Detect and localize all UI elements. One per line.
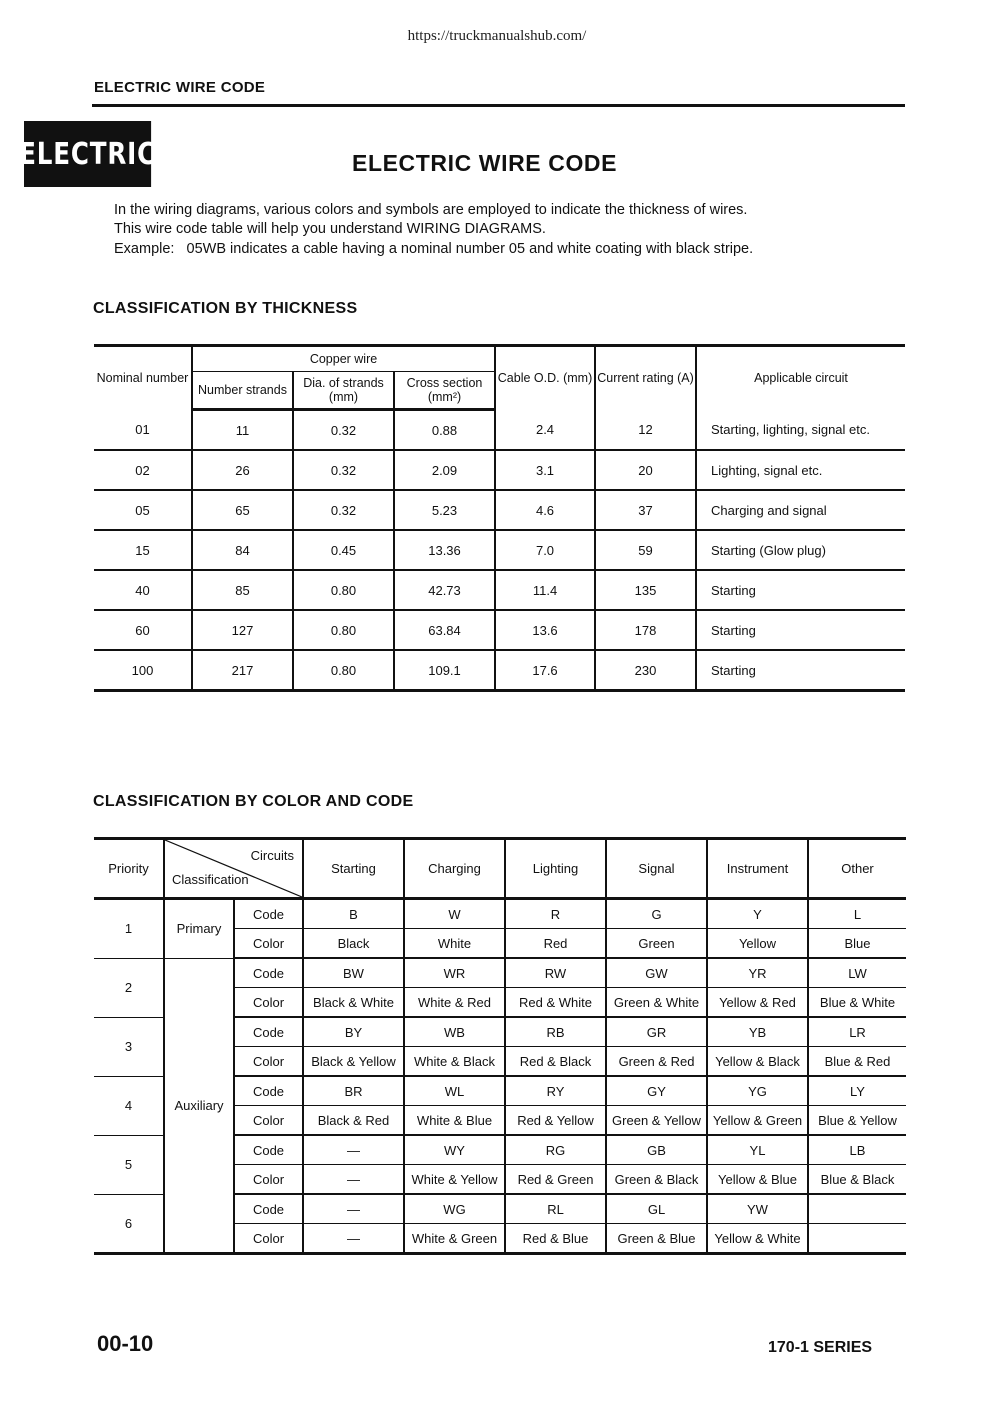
color-signal: Green & White <box>606 988 707 1018</box>
color-starting: — <box>303 1224 404 1254</box>
code-charging: W <box>404 899 505 929</box>
table-row <box>94 570 905 610</box>
color-label: Color <box>234 929 303 959</box>
code-label: Code <box>234 1194 303 1224</box>
cell-strands: 85 <box>192 570 293 610</box>
electric-badge: ELECTRIC <box>24 121 151 187</box>
intro-line-1: In the wiring diagrams, various colors and symbols are employed to indicate the thickness of wires. <box>114 202 748 218</box>
cell-strands: 217 <box>192 650 293 691</box>
color-instrument: Yellow & Green <box>707 1106 808 1136</box>
cell-circuit: Starting <box>696 570 905 610</box>
color-instrument: Yellow & Black <box>707 1047 808 1077</box>
code-label: Code <box>234 899 303 929</box>
cell-strands: 84 <box>192 530 293 570</box>
code-other: LW <box>808 958 906 988</box>
code-other: LB <box>808 1135 906 1165</box>
priority-cell: 1 <box>94 899 164 959</box>
color-charging: White & Yellow <box>404 1165 505 1195</box>
cell-dia: 0.45 <box>293 530 394 570</box>
cell-current: 230 <box>595 650 696 691</box>
code-signal: G <box>606 899 707 929</box>
section-header: ELECTRIC WIRE CODE <box>94 79 266 96</box>
cell-current: 20 <box>595 450 696 490</box>
code-label: Code <box>234 1135 303 1165</box>
color-lighting: Red & Blue <box>505 1224 606 1254</box>
header-charging: Charging <box>404 839 505 899</box>
cell-od: 3.1 <box>495 450 595 490</box>
table-row <box>94 530 905 570</box>
color-starting: Black <box>303 929 404 959</box>
cell-od: 13.6 <box>495 610 595 650</box>
header-starting: Starting <box>303 839 404 899</box>
cell-nominal: 01 <box>94 410 192 451</box>
cell-circuit: Starting <box>696 650 905 691</box>
color-code-table-body <box>94 899 906 1254</box>
cell-strands: 26 <box>192 450 293 490</box>
code-instrument: Y <box>707 899 808 929</box>
code-signal: GR <box>606 1017 707 1047</box>
color-instrument: Yellow & Blue <box>707 1165 808 1195</box>
cell-strands: 65 <box>192 490 293 530</box>
code-other: L <box>808 899 906 929</box>
code-charging: WB <box>404 1017 505 1047</box>
classification-auxiliary: Auxiliary <box>164 958 234 1254</box>
code-instrument: YG <box>707 1076 808 1106</box>
code-lighting: RB <box>505 1017 606 1047</box>
color-other: Blue <box>808 929 906 959</box>
cell-nominal: 15 <box>94 530 192 570</box>
intro-line-2: This wire code table will help you understand WIRING DIAGRAMS. <box>114 221 546 237</box>
cell-od: 11.4 <box>495 570 595 610</box>
color-label: Color <box>234 1047 303 1077</box>
code-lighting: RY <box>505 1076 606 1106</box>
code-starting: — <box>303 1194 404 1224</box>
table-row <box>94 410 905 451</box>
color-label: Color <box>234 1106 303 1136</box>
priority-cell: 6 <box>94 1194 164 1254</box>
color-lighting: Red & Yellow <box>505 1106 606 1136</box>
cell-strands: 11 <box>192 410 293 451</box>
color-other: Blue & Black <box>808 1165 906 1195</box>
cell-nominal: 60 <box>94 610 192 650</box>
cell-current: 37 <box>595 490 696 530</box>
code-signal: GW <box>606 958 707 988</box>
table-row <box>94 490 905 530</box>
color-label: Color <box>234 988 303 1018</box>
source-url: https://truckmanualshub.com/ <box>407 28 587 44</box>
color-lighting: Red & Green <box>505 1165 606 1195</box>
cell-current: 12 <box>595 410 696 451</box>
cell-circuit: Starting, lighting, signal etc. <box>696 410 905 451</box>
header-lighting: Lighting <box>505 839 606 899</box>
code-lighting: RL <box>505 1194 606 1224</box>
code-label: Code <box>234 958 303 988</box>
table-row <box>94 650 905 691</box>
cell-dia: 0.80 <box>293 650 394 691</box>
code-other: LR <box>808 1017 906 1047</box>
cell-circuit: Charging and signal <box>696 490 905 530</box>
page-title: ELECTRIC WIRE CODE <box>352 150 618 176</box>
thickness-table <box>94 344 905 692</box>
series-label: 170-1 SERIES <box>768 1339 873 1356</box>
code-starting: — <box>303 1135 404 1165</box>
code-signal: GL <box>606 1194 707 1224</box>
code-starting: BY <box>303 1017 404 1047</box>
color-signal: Green & Red <box>606 1047 707 1077</box>
priority-cell: 4 <box>94 1076 164 1135</box>
code-charging: WL <box>404 1076 505 1106</box>
cell-cross: 2.09 <box>394 450 495 490</box>
code-charging: WG <box>404 1194 505 1224</box>
cell-current: 135 <box>595 570 696 610</box>
code-label: Code <box>234 1076 303 1106</box>
header-cable-od: Cable O.D. (mm) <box>495 346 595 410</box>
cell-cross: 0.88 <box>394 410 495 451</box>
priority-cell: 3 <box>94 1017 164 1076</box>
code-lighting: R <box>505 899 606 929</box>
cell-circuit: Starting (Glow plug) <box>696 530 905 570</box>
cell-cross: 5.23 <box>394 490 495 530</box>
cell-circuit: Lighting, signal etc. <box>696 450 905 490</box>
color-instrument: Yellow & Red <box>707 988 808 1018</box>
cell-od: 4.6 <box>495 490 595 530</box>
code-lighting: RG <box>505 1135 606 1165</box>
cell-cross: 42.73 <box>394 570 495 610</box>
classification-primary: Primary <box>164 899 234 959</box>
header-dia-of-strands: Dia. of strands (mm) <box>293 372 394 410</box>
header-cross-section: Cross section (mm²) <box>394 372 495 410</box>
header-nominal-number: Nominal number <box>96 371 189 386</box>
color-charging: White <box>404 929 505 959</box>
code-charging: WR <box>404 958 505 988</box>
cell-nominal: 100 <box>131 662 154 678</box>
color-signal: Green & Blue <box>606 1224 707 1254</box>
cell-circuit: Starting <box>696 610 905 650</box>
header-circuits-classification <box>164 839 303 899</box>
color-signal: Green & Black <box>606 1165 707 1195</box>
cell-dia: 0.32 <box>293 490 394 530</box>
cell-current: 59 <box>595 530 696 570</box>
code-instrument: YL <box>707 1135 808 1165</box>
cell-current: 178 <box>595 610 696 650</box>
priority-cell: 2 <box>94 958 164 1017</box>
color-lighting: Red <box>505 929 606 959</box>
color-code-table <box>94 837 906 1255</box>
color-other: Blue & Yellow <box>808 1106 906 1136</box>
color-starting: Black & Red <box>303 1106 404 1136</box>
color-starting: Black & Yellow <box>303 1047 404 1077</box>
code-lighting: RW <box>505 958 606 988</box>
header-rule <box>92 104 905 107</box>
color-signal: Green & Yellow <box>606 1106 707 1136</box>
header-instrument: Instrument <box>707 839 808 899</box>
color-instrument: Yellow & White <box>707 1224 808 1254</box>
cell-nominal: 40 <box>94 570 192 610</box>
header-classification: Classification <box>172 872 249 887</box>
code-other: LY <box>808 1076 906 1106</box>
cell-od: 2.4 <box>495 410 595 451</box>
color-lighting: Red & White <box>505 988 606 1018</box>
code-label: Code <box>234 1017 303 1047</box>
cell-cross: 63.84 <box>394 610 495 650</box>
code-instrument: YW <box>707 1194 808 1224</box>
cell-dia: 0.80 <box>293 610 394 650</box>
cell-nominal: 05 <box>94 490 192 530</box>
color-charging: White & Green <box>404 1224 505 1254</box>
color-charging: White & Blue <box>404 1106 505 1136</box>
cell-cross: 13.36 <box>394 530 495 570</box>
table-row <box>94 610 905 650</box>
table-row <box>94 899 906 929</box>
color-label: Color <box>234 1165 303 1195</box>
code-instrument: YB <box>707 1017 808 1047</box>
thickness-table-body <box>94 410 905 691</box>
cell-nominal: 02 <box>94 450 192 490</box>
code-charging: WY <box>404 1135 505 1165</box>
code-starting: B <box>303 899 404 929</box>
color-other: Blue & Red <box>808 1047 906 1077</box>
code-signal: GY <box>606 1076 707 1106</box>
color-charging: White & Black <box>404 1047 505 1077</box>
code-starting: BW <box>303 958 404 988</box>
code-instrument: YR <box>707 958 808 988</box>
header-signal: Signal <box>606 839 707 899</box>
priority-cell: 5 <box>94 1135 164 1194</box>
color-other <box>808 1224 906 1254</box>
header-copper-wire: Copper wire <box>192 346 495 372</box>
code-starting: BR <box>303 1076 404 1106</box>
color-charging: White & Red <box>404 988 505 1018</box>
color-lighting: Red & Black <box>505 1047 606 1077</box>
header-number-strands: Number strands <box>192 372 293 410</box>
cell-strands: 127 <box>192 610 293 650</box>
cell-cross: 109.1 <box>394 650 495 691</box>
header-current-rating: Current rating (A) <box>595 346 696 410</box>
code-signal: GB <box>606 1135 707 1165</box>
color-code-heading: CLASSIFICATION BY COLOR AND CODE <box>93 793 414 810</box>
header-priority: Priority <box>94 839 164 899</box>
table-row <box>94 450 905 490</box>
thickness-heading: CLASSIFICATION BY THICKNESS <box>93 300 358 317</box>
header-circuits: Circuits <box>250 848 294 863</box>
color-starting: Black & White <box>303 988 404 1018</box>
cell-dia: 0.80 <box>293 570 394 610</box>
cell-od: 7.0 <box>495 530 595 570</box>
color-other: Blue & White <box>808 988 906 1018</box>
header-applicable-circuit: Applicable circuit <box>696 346 905 410</box>
color-label: Color <box>234 1224 303 1254</box>
table-row <box>94 958 906 988</box>
color-signal: Green <box>606 929 707 959</box>
cell-dia: 0.32 <box>293 450 394 490</box>
cell-dia: 0.32 <box>293 410 394 451</box>
color-starting: — <box>303 1165 404 1195</box>
page-number: 00-10 <box>97 1331 154 1356</box>
intro-line-3: Example: 05WB indicates a cable having a nominal number 05 and white coating with black stripe. <box>114 241 754 257</box>
code-other <box>808 1194 906 1224</box>
cell-od: 17.6 <box>495 650 595 691</box>
header-other: Other <box>808 839 906 899</box>
color-instrument: Yellow <box>707 929 808 959</box>
